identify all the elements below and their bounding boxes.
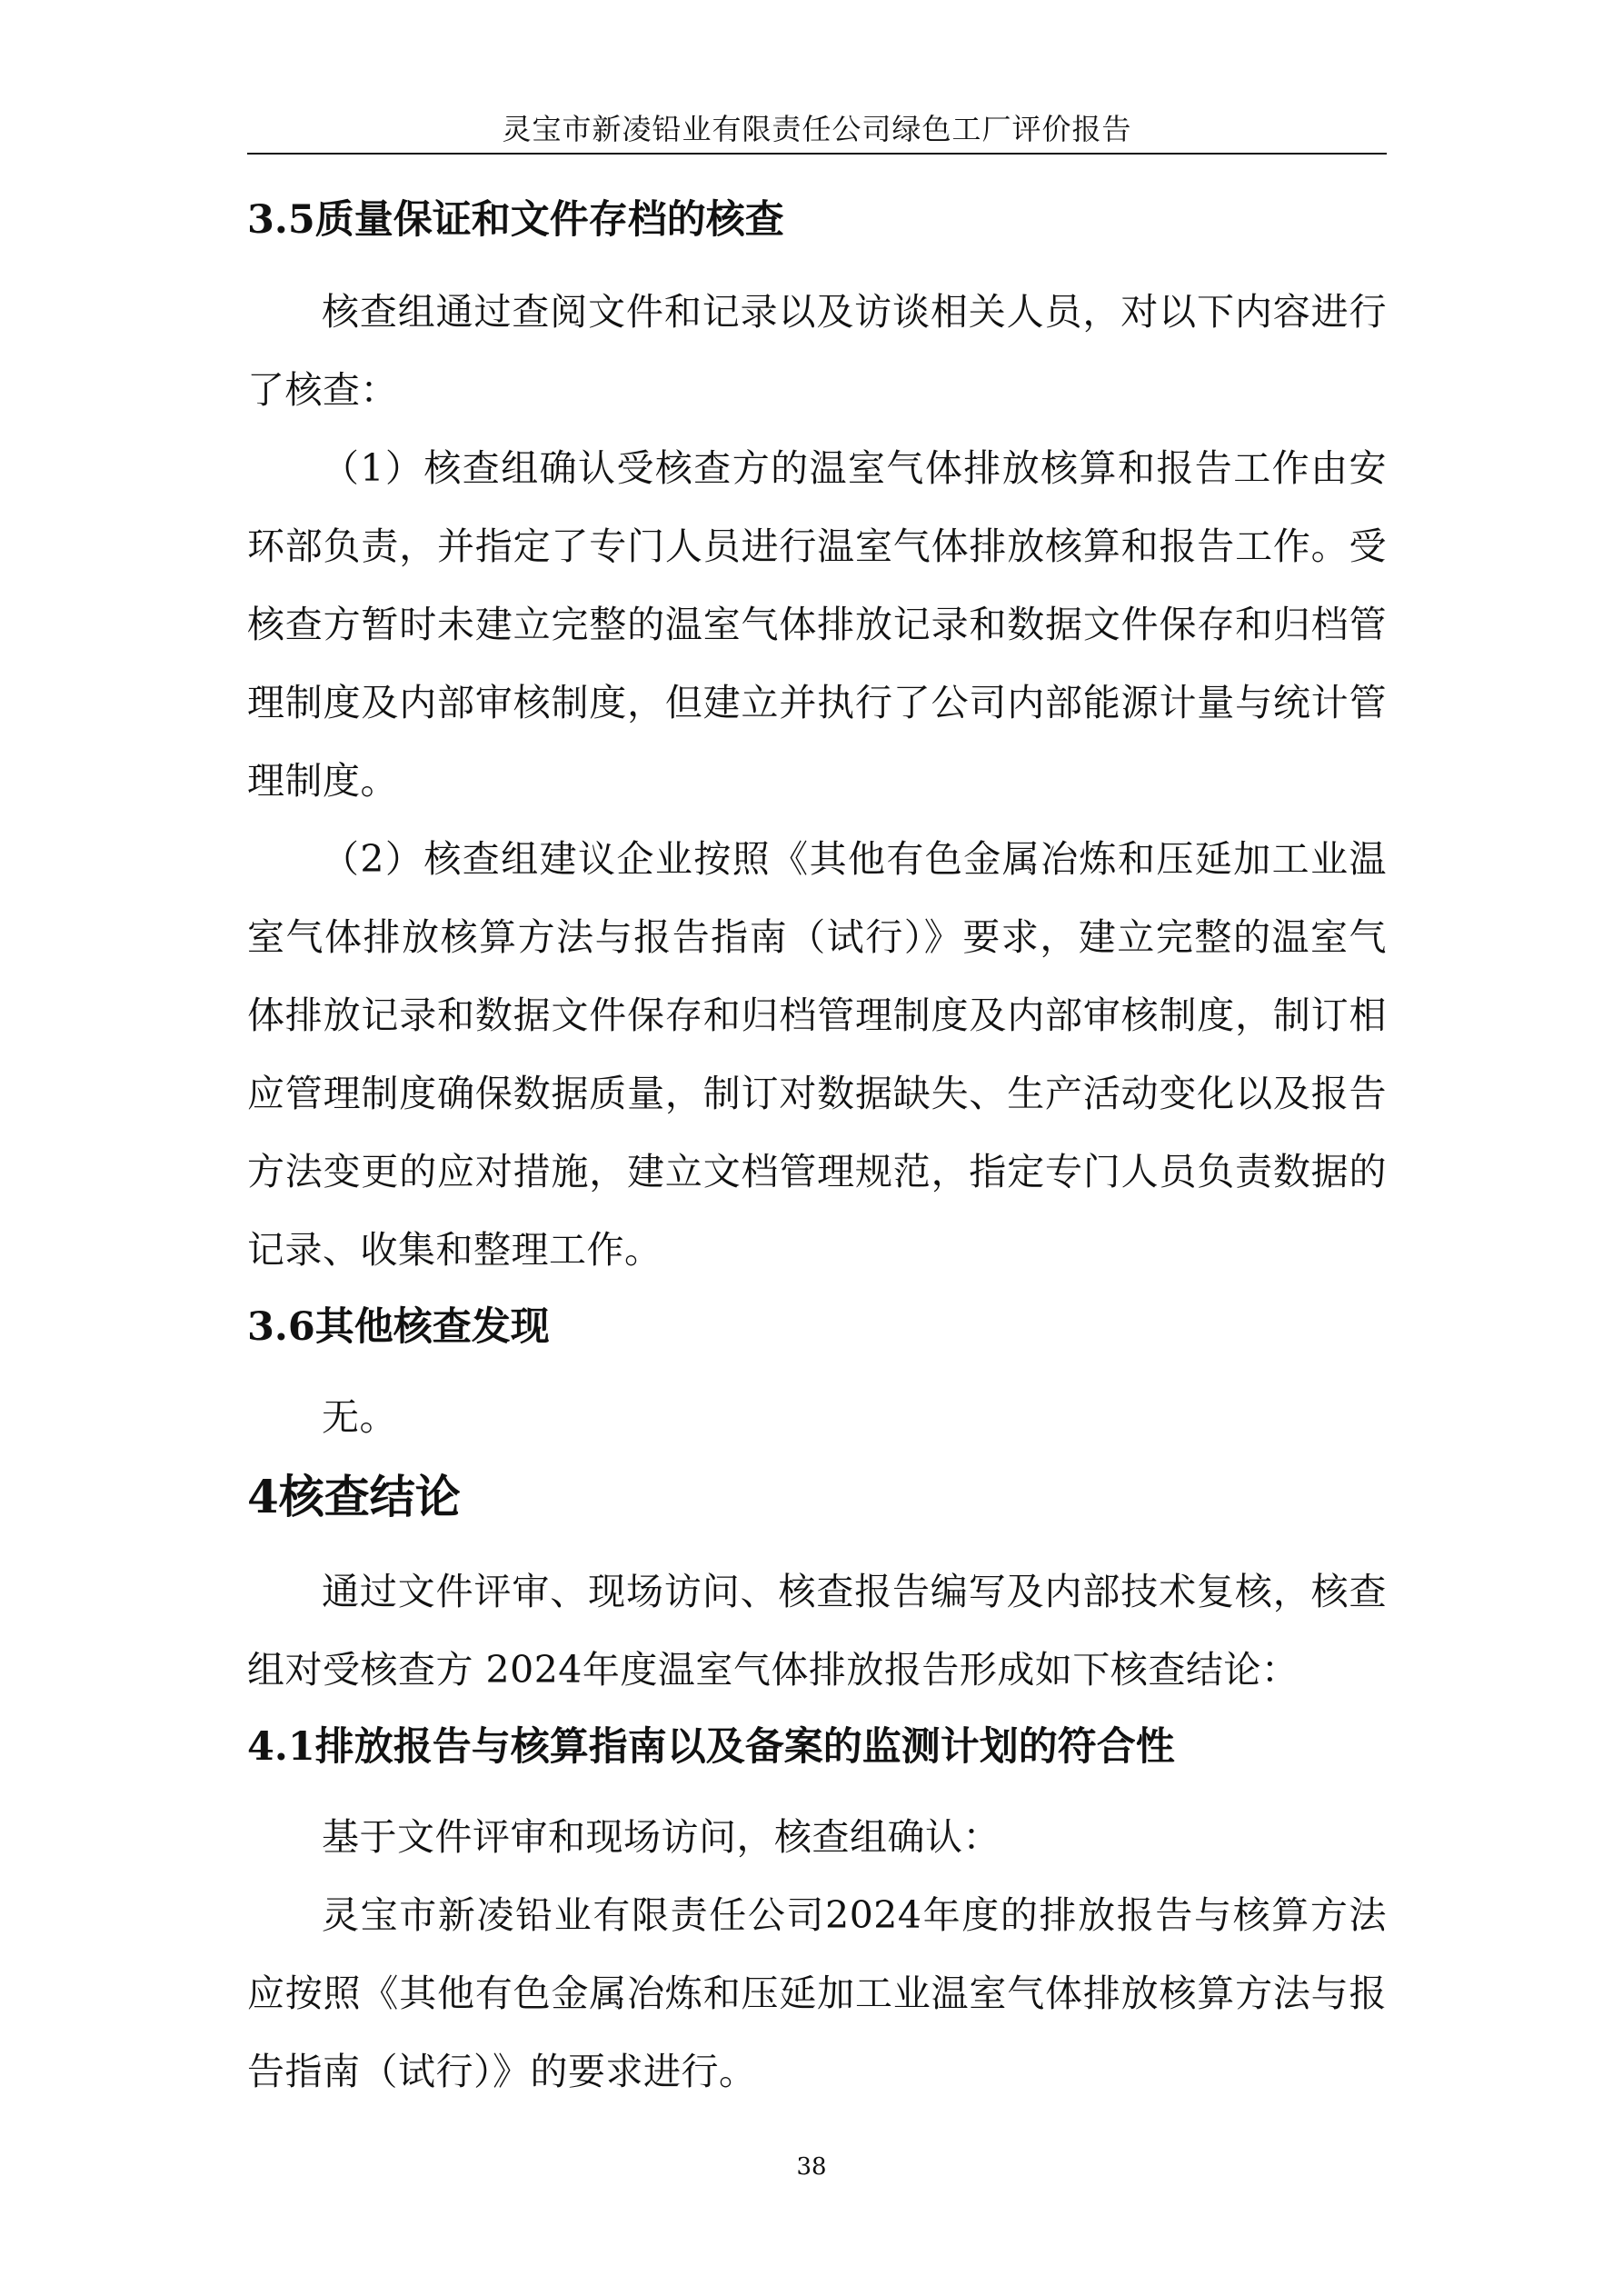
page-content: [247, 182, 1387, 2111]
section-4-1-heading: 4.1排放报告与核算指南以及备案的监测计划的符合性: [247, 1724, 1175, 1770]
section-4-heading: 4核查结论: [247, 1470, 461, 1523]
section-3-5-heading: 3.5质量保证和文件存档的核查: [247, 197, 784, 243]
section-4-1-paragraph-1: 基于文件评审和现场访问，核查组确认：: [322, 1815, 1001, 1859]
page-number: 38: [796, 2153, 827, 2181]
section-3-5-item-1: （1）核查组确认受核查方的温室气体排放核算和报告工作由安环部负责，并指定了专门人员进行温室气体排放核算和报告工作。受核查方暂时未建立完整的温室气体排放记录和数据文件保存和归档管理制度及内部审核制度，但建立并执行了公司内部能源计量与统计管理制度。: [247, 446, 1387, 803]
running-header: 灵宝市新凌铅业有限责任公司绿色工厂评价报告: [502, 112, 1132, 146]
section-3-5-intro: 核查组通过查阅文件和记录以及访谈相关人员，对以下内容进行了核查：: [247, 290, 1387, 412]
section-3-6-body: 无。: [322, 1395, 397, 1439]
section-4-1-paragraph-2: 灵宝市新凌铅业有限责任公司2024年度的排放报告与核算方法应按照《其他有色金属冶炼和压延加工业温室气体排放核算方法与报告指南（试行）》的要求进行。: [247, 1893, 1387, 2093]
section-4-body: 通过文件评审、现场访问、核查报告编写及内部技术复核，核查组对受核查方 2024年度温室气体排放报告形成如下核查结论：: [247, 1570, 1387, 1692]
section-3-5-item-2: （2）核查组建议企业按照《其他有色金属冶炼和压延加工业温室气体排放核算方法与报告指南（试行）》要求，建立完整的温室气体排放记录和数据文件保存和归档管理制度及内部审核制度，制订相应管理制度确保数据质量，制订对数据缺失、生产活动变化以及报告方法变更的应对措施，建立文档管理规范，指定专门人员负责数据的记录、收集和整理工作。: [247, 837, 1387, 1272]
section-3-6-heading: 3.6其他核查发现: [247, 1304, 550, 1350]
header-rule: [247, 153, 1387, 155]
